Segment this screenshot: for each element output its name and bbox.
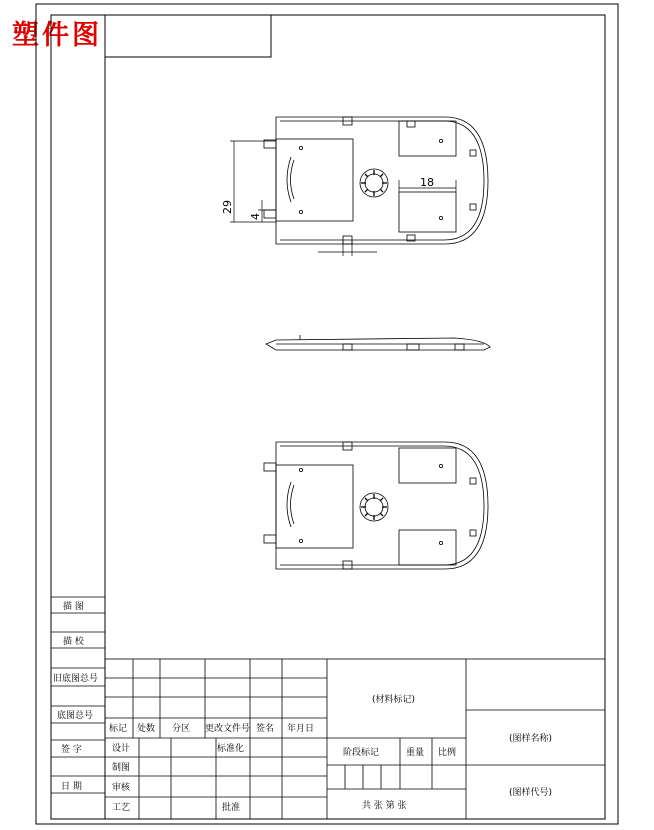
revision-header-count: 处数 — [137, 724, 156, 734]
knurled-pattern — [361, 494, 387, 520]
trace-check-label: 描 校 — [63, 637, 84, 647]
left-margin-table — [51, 597, 105, 793]
revision-header-change-doc: 更改文件号 — [205, 724, 251, 734]
standardize-label: 标准化 — [217, 744, 245, 754]
knurled-pattern — [361, 170, 387, 196]
inner-border — [51, 15, 605, 819]
revision-header-mark: 标记 — [109, 724, 128, 734]
old-base-no-label: 旧底图总号 — [53, 674, 99, 684]
side-view — [266, 335, 490, 350]
revision-header-signature: 签名 — [256, 724, 275, 734]
scale-label: 比例 — [438, 748, 457, 758]
material-mark: (材料标记) — [372, 695, 416, 705]
drawing-name: (图样名称) — [509, 734, 553, 744]
date-label: 日 期 — [61, 782, 82, 792]
height-dimension: 29 — [221, 200, 234, 214]
revision-header-date: 年月日 — [287, 724, 315, 734]
offset-dimension: 4 — [249, 213, 262, 220]
drawing-code: (图样代号) — [509, 788, 553, 798]
revision-header-zone: 分区 — [172, 724, 191, 734]
design-label: 设计 — [112, 744, 131, 754]
base-no-label: 底图总号 — [57, 711, 94, 721]
top-view — [264, 117, 488, 244]
weight-label: 重量 — [406, 748, 425, 758]
drawing-title: 塑件图 — [12, 20, 102, 51]
review-label: 审核 — [112, 783, 131, 793]
sheet-count: 共 张 第 张 — [362, 801, 407, 811]
top-left-box — [105, 15, 271, 57]
width-dimension: 18 — [420, 176, 434, 189]
trace-label: 描 图 — [63, 602, 84, 612]
process-label: 工艺 — [112, 803, 131, 813]
bottom-view — [264, 442, 488, 569]
signature-label: 签 字 — [61, 745, 82, 755]
draw-label: 制图 — [112, 763, 131, 773]
approve-label: 批准 — [222, 803, 241, 813]
stage-mark-label: 阶段标记 — [343, 748, 380, 758]
